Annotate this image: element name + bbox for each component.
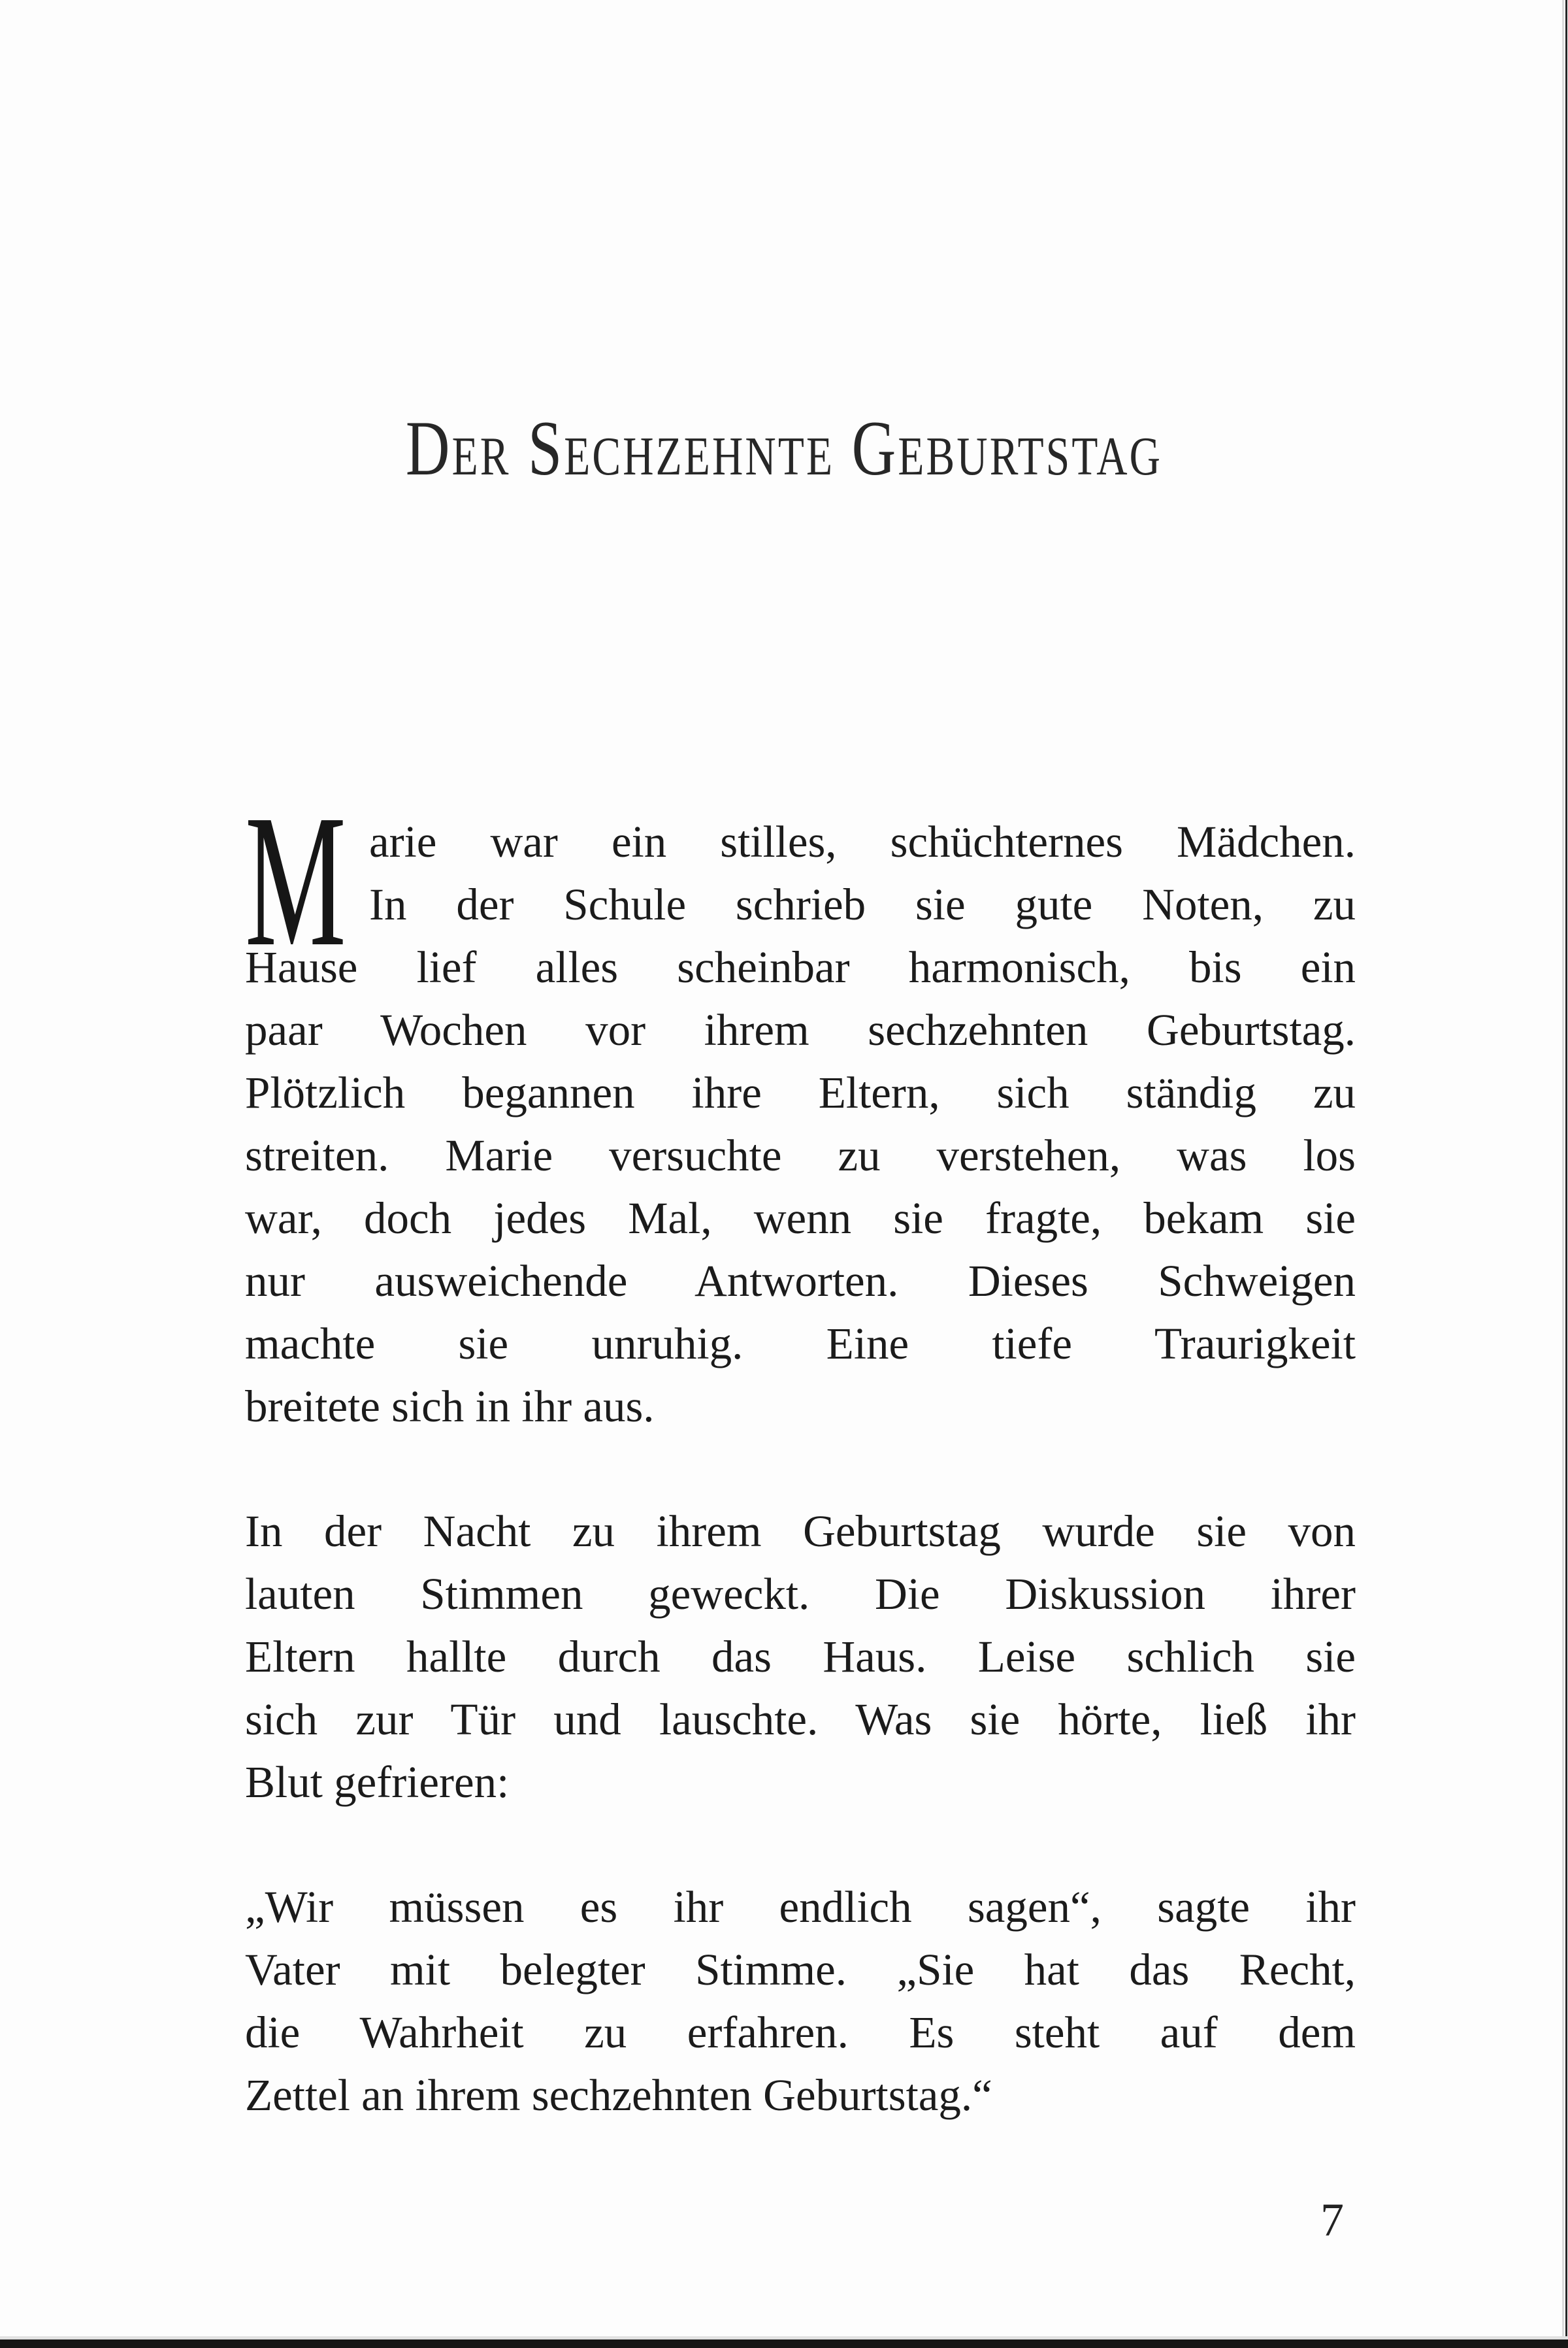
text-line: Plötzlich begannen ihre Eltern, sich ständig zu <box>245 1068 1356 1117</box>
paragraph-2 <box>245 1500 1356 1813</box>
text-line: machte sie unruhig. Eine tiefe Traurigkeit <box>245 1319 1356 1368</box>
page-edge-right <box>1565 0 1567 2348</box>
text-line: nur ausweichende Antworten. Dieses Schweigen <box>245 1256 1356 1306</box>
text-line: Zettel an ihrem sechzehnten Geburtstag.“ <box>245 2070 992 2120</box>
page-number: 7 <box>1320 2194 1344 2246</box>
chapter-title: Der Sechzehnte Geburtstag <box>405 405 1163 491</box>
text-line: paar Wochen vor ihrem sechzehnten Geburtstag. <box>245 1005 1356 1055</box>
page-edge-shadow-right <box>1562 0 1564 2348</box>
text-column <box>245 776 1356 2251</box>
text-line: In der Nacht zu ihrem Geburtstag wurde sie von <box>245 1506 1356 1556</box>
text-line: Eltern hallte durch das Haus. Leise schlich sie <box>245 1632 1356 1681</box>
text-line: Hause lief alles scheinbar harmonisch, bis ein <box>245 942 1356 992</box>
page-edge-bottom <box>0 2340 1568 2348</box>
text-line: Blut gefrieren: <box>245 1757 510 1807</box>
text-line: streiten. Marie versuchte zu verstehen, was los <box>245 1131 1356 1180</box>
paragraph-1 <box>245 776 1356 1438</box>
drop-cap: M <box>245 776 346 985</box>
text-line: breitete sich in ihr aus. <box>245 1381 655 1431</box>
text-line: die Wahrheit zu erfahren. Es steht auf dem <box>245 2008 1356 2057</box>
text-line: arie war ein stilles, schüchternes Mädchen. <box>369 817 1356 867</box>
text-line: In der Schule schrieb sie gute Noten, zu <box>369 880 1356 929</box>
paragraph-3 <box>245 1876 1356 2126</box>
text-line: Vater mit belegter Stimme. „Sie hat das Recht, <box>245 1945 1356 1994</box>
page-number-row <box>245 2189 1356 2251</box>
text-line: lauten Stimmen geweckt. Die Diskussion ihrer <box>245 1569 1356 1619</box>
text-line: war, doch jedes Mal, wenn sie fragte, bekam sie <box>245 1193 1356 1243</box>
text-line: „Wir müssen es ihr endlich sagen“, sagte ihr <box>245 1882 1356 1932</box>
text-line: sich zur Tür und lauschte. Was sie hörte, ließ ihr <box>245 1695 1356 1744</box>
